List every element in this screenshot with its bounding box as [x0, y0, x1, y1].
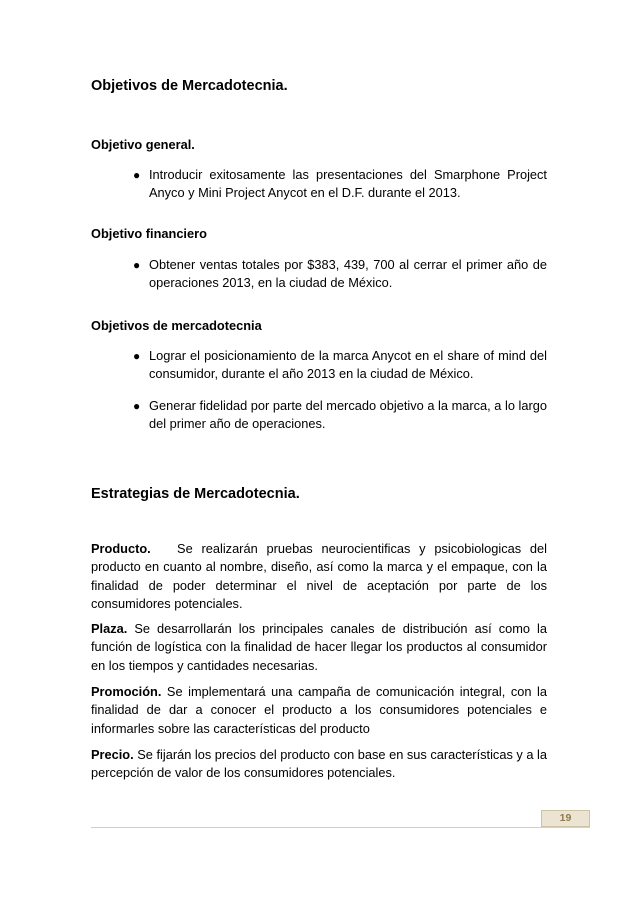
heading-objetivo-financiero: Objetivo financiero: [91, 226, 207, 241]
bullet-icon: ●: [133, 168, 141, 182]
paragraph-label: Promoción.: [91, 684, 162, 699]
section-title-estrategias: Estrategias de Mercadotecnia.: [91, 486, 300, 502]
list-item-text: Obtener ventas totales por $383, 439, 700 al cerrar el primer año de operaciones 2013, en la ciudad de México.: [149, 257, 547, 290]
page-number: 19: [559, 812, 572, 824]
page-number-badge: [541, 810, 590, 827]
bullet-icon: ●: [133, 258, 141, 272]
paragraph-text: Se fijarán los precios del producto con base en sus características y a la percepción de valor de los consumidores potenciales.: [91, 747, 547, 781]
paragraph-text: Se implementará una campaña de comunicación integral, con la finalidad de dar a conocer el producto a los consumidores potenciales e informarles sobre las características del producto: [91, 684, 547, 736]
list-item: [133, 256, 547, 292]
section-title-objetivos: Objetivos de Mercadotecnia.: [91, 78, 288, 94]
list-item: [133, 347, 547, 383]
paragraph-plaza: [91, 620, 547, 675]
list-item: [133, 166, 547, 202]
paragraph-text: Se realizarán pruebas neurocientificas y psicobiologicas del producto en cuanto al nombre, diseño, así como la marca y el empaque, con la finalidad de poder determinar el nivel de aceptación por parte de los consumidores potenciales.: [91, 541, 551, 612]
bullet-icon: ●: [133, 349, 141, 363]
list-item-text: Lograr el posicionamiento de la marca Anycot en el share of mind del consumidor, durante el año 2013 en la ciudad de México.: [149, 348, 547, 381]
paragraph-precio: [91, 746, 547, 783]
paragraph-label: Plaza.: [91, 621, 128, 636]
footer-divider: [91, 827, 590, 828]
heading-objetivos-mercadotecnia: Objetivos de mercadotecnia: [91, 318, 262, 333]
paragraph-label: Producto.: [91, 541, 151, 556]
heading-objetivo-general: Objetivo general.: [91, 137, 195, 152]
paragraph-promocion: [91, 683, 547, 738]
list-item: [133, 397, 547, 433]
bullet-icon: ●: [133, 399, 141, 413]
paragraph-text: Se desarrollarán los principales canales de distribución así como la función de logística con la finalidad de hacer llegar los productos al consumidor en los tiempos y cantidades necesarias.: [91, 621, 547, 673]
paragraph-label: Precio.: [91, 747, 134, 762]
list-item-text: Introducir exitosamente las presentaciones del Smarphone Project Anyco y Mini Project Anycot en el D.F. durante el 2013.: [149, 167, 547, 200]
paragraph-producto: [91, 540, 551, 614]
list-item-text: Generar fidelidad por parte del mercado objetivo a la marca, a lo largo del primer año de operaciones.: [149, 398, 547, 431]
